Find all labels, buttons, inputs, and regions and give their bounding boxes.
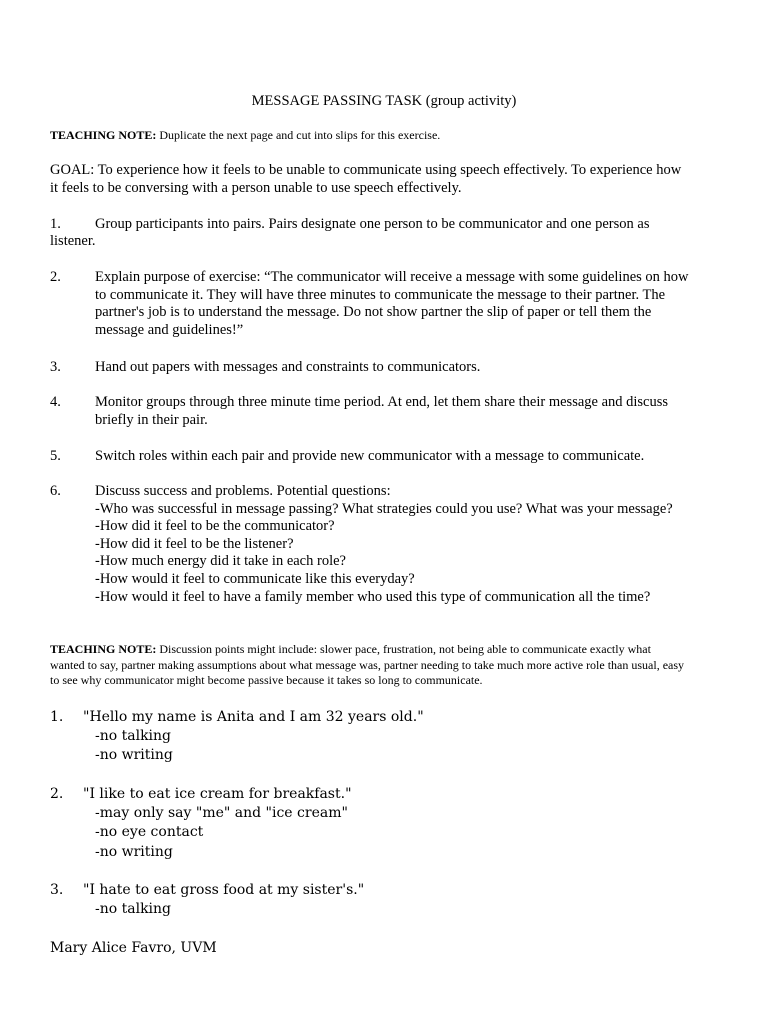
teaching-note-1: [50, 128, 440, 143]
message-constraint: -no talking: [95, 728, 172, 744]
teaching-note-label: TEACHING NOTE:: [50, 128, 157, 142]
step-text: [95, 394, 668, 429]
question-line: -How did it feel to be the listener?: [95, 535, 294, 552]
author-signature: Mary Alice Favro, UVM: [50, 940, 217, 956]
step-text: [95, 483, 673, 606]
step-text-line: Explain purpose of exercise: “The communicator will receive a message with some guidelines on how: [95, 269, 689, 285]
step-text-line: Switch roles within each pair and provide new communicator with a message to communicate.: [95, 448, 645, 464]
step-number: 1.: [50, 216, 61, 232]
teaching-note-text: wanted to say, partner making assumptions about what message was, partner needing to take much more active role than usual, easy: [50, 657, 685, 672]
goal-paragraph: [50, 162, 681, 197]
message-constraint: -may only say "me" and "ice cream": [95, 805, 348, 821]
question-line: -How would it feel to communicate like this everyday?: [95, 570, 415, 587]
teaching-note-2: [50, 642, 684, 689]
step-number: 5.: [50, 448, 61, 464]
message-quote: "I hate to eat gross food at my sister's.": [83, 882, 365, 898]
message-constraint: -no eye contact: [95, 824, 204, 840]
teaching-note-text: to see why communicator might become passive because it takes so long to communicate.: [50, 673, 483, 687]
message-number: 2.: [50, 786, 64, 802]
step-text-line: Group participants into pairs. Pairs designate one person to be communicator and one person as: [95, 216, 650, 232]
question-line: -Who was successful in message passing? What strategies could you use? What was your message?: [95, 500, 673, 517]
goal-line-2: it feels to be conversing with a person unable to use speech effectively.: [50, 179, 462, 196]
message-quote: "I like to eat ice cream for breakfast.": [83, 786, 352, 802]
teaching-note-text: Discussion points might include: slower pace, frustration, not being able to communicate exactly what: [156, 642, 651, 656]
message-number: 3.: [50, 882, 64, 898]
question-line: -How would it feel to have a family member who used this type of communication all the time?: [95, 588, 651, 605]
goal-line-1: GOAL: To experience how it feels to be unable to communicate using speech effectively. To experience how: [50, 162, 682, 178]
step-text-line: Monitor groups through three minute time period. At end, let them share their message and discuss: [95, 394, 669, 410]
page-title: MESSAGE PASSING TASK (group activity): [251, 93, 517, 109]
step-number: 6.: [50, 483, 61, 499]
message-constraint: -no talking: [95, 901, 172, 917]
question-line: -How much energy did it take in each role?: [95, 553, 346, 570]
message-constraint: -no writing: [95, 844, 173, 860]
step-number: 4.: [50, 394, 61, 410]
step-text-line: message and guidelines!”: [95, 321, 244, 338]
step-text-line: Hand out papers with messages and constraints to communicators.: [95, 359, 481, 375]
step-text-continuation: listener.: [50, 233, 96, 249]
step-number: 2.: [50, 269, 61, 285]
message-number: 1.: [50, 709, 64, 725]
step-text: [95, 269, 689, 339]
step-text-line: Discuss success and problems. Potential questions:: [95, 483, 391, 499]
teaching-note-label: TEACHING NOTE:: [50, 642, 157, 656]
message-quote: "Hello my name is Anita and I am 32 years old.": [83, 709, 424, 725]
step-number: 3.: [50, 359, 61, 375]
step-text-line: to communicate it. They will have three minutes to communicate the message to their partner. The: [95, 286, 666, 303]
message-constraint: -no writing: [95, 747, 173, 763]
step-text-line: partner's job is to understand the message. Do not show partner the slip of paper or tell them the: [95, 304, 652, 321]
step-text-line: briefly in their pair.: [95, 411, 208, 428]
question-line: -How did it feel to be the communicator?: [95, 518, 335, 535]
teaching-note-text: Duplicate the next page and cut into slips for this exercise.: [156, 128, 441, 142]
